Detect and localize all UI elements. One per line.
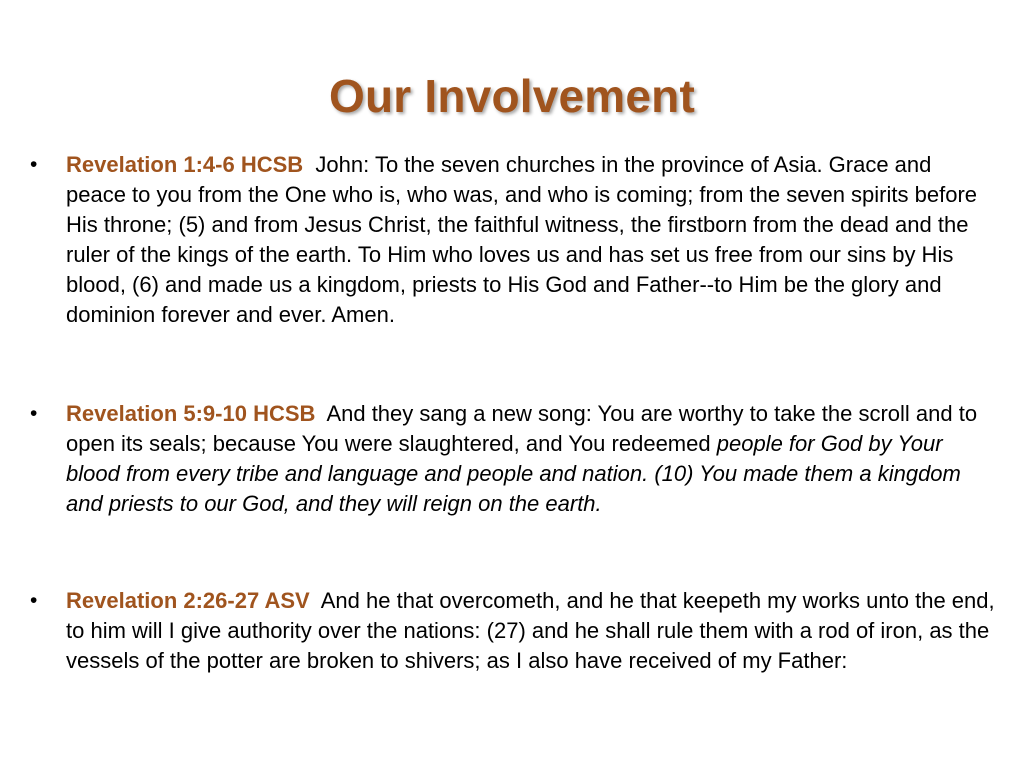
scripture-text: And he that overcometh, and he that keepeth my works unto the end, to him will I give authority over the nations: (27) and he shall rule them with a rod of iron, as the vessels of the potter are broken to shivers; as I also have received of my Father: [66,588,995,673]
bullet-text [66,586,996,676]
bullet-text [66,399,996,519]
scripture-text: John: To the seven churches in the province of Asia. Grace and peace to you from the One who is, who was, and who is coming; from the seven spirits before His throne; (5) and from Jesus Christ, the faithful witness, the firstborn from the dead and the ruler of the kings of the earth. To Him who loves us and has set us free from our sins by His blood, (6) and made us a kingdom, priests to His God and Father--to Him be the glory and dominion forever and ever. Amen. [66,152,978,327]
scripture-reference: Revelation 2:26-27 ASV [66,588,310,613]
scripture-reference: Revelation 1:4-6 HCSB [66,152,304,177]
scripture-text: And they sang a new song: You are worthy to take the scroll and to open its seals; because You were slaughtered, and You redeemed [66,401,978,456]
bullet-dot-icon: • [30,402,38,425]
scripture-reference: Revelation 5:9-10 HCSB [66,401,316,426]
bullet-dot-icon: • [30,589,38,612]
scripture-text-italic: people for God by Your blood from every tribe and language and people and nation. (10) You made them a kingdom and priests to our God, and they will reign on the earth. [66,431,961,516]
slide-title: Our Involvement [329,70,695,122]
bullet-text [66,150,996,330]
bullet-dot-icon: • [30,153,38,176]
